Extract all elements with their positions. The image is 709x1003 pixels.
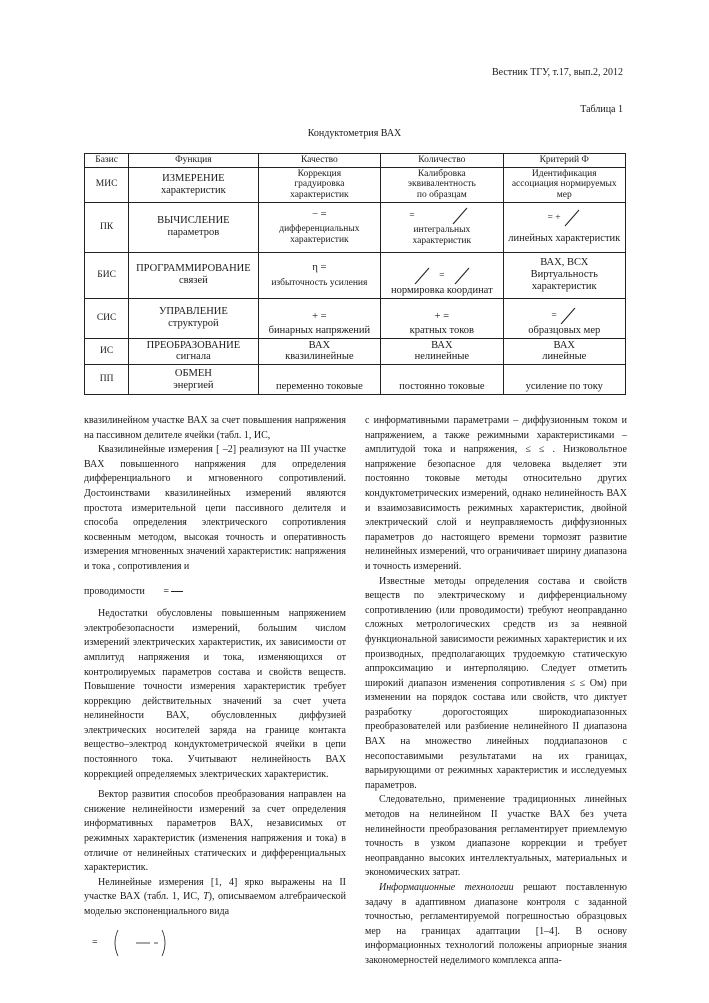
table-row — [85, 338, 626, 365]
row-basis: МИС — [85, 167, 129, 202]
left-paragraph-4: Вектор развития способов преобразования направлен на снижение нелинейности измерений за счет определения информативных параметров ВАХ, независимых от режимных характеристик (изменения напряжения и тока) в отличие от нелинейных статических и дифференциальных характеристик. — [84, 789, 346, 874]
table-row — [85, 365, 626, 395]
row-criterion: = + линейных характеристик — [503, 202, 626, 252]
row-basis: СИС — [85, 298, 129, 338]
row-quality: η = избыточность усиления — [258, 252, 381, 298]
header-quality: Качество — [258, 154, 381, 168]
row-quantity: + = кратных токов — [381, 298, 503, 338]
row-quality: + = бинарных напряжений — [258, 298, 381, 338]
row-quantity: = интегральных характеристик — [381, 202, 503, 252]
row-quality: Коррекция градуировка характеристик — [258, 167, 381, 202]
left-paragraph-1: квазилинейном участке ВАХ за счет повышения напряжения на пассивном делителе ячейки (табл. 1, ИС, — [84, 415, 346, 441]
table-number: Таблица 1 — [580, 104, 623, 115]
table-row — [85, 298, 626, 338]
row-basis: ПП — [85, 365, 129, 395]
row-quantity: постоянно токовые — [381, 365, 503, 395]
linear-slash-icon — [563, 209, 581, 227]
integral-slash-icon — [451, 207, 469, 225]
right-paragraph-3: Следовательно, применение традиционных линейных методов на нелинейном II участке ВАХ без учета нелинейности преобразования регламентирует приемлемую точность в узком диапазоне коррекции и требует неоправданно высоких интеллектуальных, материальных и экономических затрат. — [365, 794, 627, 879]
row-function: ПРОГРАММИРОВАНИЕ связей — [129, 252, 258, 298]
row-quality: − = дифференциальных характеристик — [258, 202, 381, 252]
row-function: ИЗМЕРЕНИЕ характеристик — [129, 167, 258, 202]
header-quantity: Количество — [381, 154, 503, 168]
row-criterion: ВАХ, ВСХ Виртуальность характеристик — [503, 252, 626, 298]
table-row — [85, 167, 626, 202]
row-criterion: Идентификация ассоциация нормируемых мер — [503, 167, 626, 202]
right-column — [365, 414, 627, 969]
row-quantity: Калибровка эквивалентность по образцам — [381, 167, 503, 202]
row-criterion: = образцовых мер — [503, 298, 626, 338]
header-criterion: Критерий Ф — [503, 154, 626, 168]
row-function: ПРЕОБРАЗОВАНИЕ сигнала — [129, 338, 258, 365]
row-basis: ИС — [85, 338, 129, 365]
row-function: ОБМЕН энергией — [129, 365, 258, 395]
row-function: УПРАВЛЕНИЕ структурой — [129, 298, 258, 338]
header-basis: Базис — [85, 154, 129, 168]
table-header-row — [85, 154, 626, 168]
left-paragraph-5: Нелинейные измерения [1, 4] ярко выражены на II участке ВАХ (табл. 1, ИС, T), описываемом алгебраической моделью экспоненциального вида — [84, 876, 347, 917]
right-paragraph-1: с информативными параметрами – диффузионным током и напряжением, а также режимными характеристиками – амплитудой тока и напряжения, ≤ ≤ . Низковольтное напряжение безопасное для человека выделяет эти постоянно токовые методы относительно других кондуктометрических измерений, однако нелинейность ВАХ и взаимозависимость режимных характеристик, двойной электрический слой и неуправляемость диффузионных параметров до настоящего времени тормозят развитие нелинейных измерений, что ограничивает ширину диапазона и точность измерений. — [365, 415, 627, 572]
coord-slash-icon — [453, 267, 471, 285]
row-quality: ВАХ квазилинейные — [258, 338, 381, 365]
header-function: Функция — [129, 154, 258, 168]
row-function: ВЫЧИСЛЕНИЕ параметров — [129, 202, 258, 252]
right-paragraph-2: Известные методы определения состава и свойств веществ по электрическому и дифференциальному сопротивлению (или проводимости) требуют неоправданно сложных метрологических средств из за неявной функциональной зависимости режимных характеристик и их производных, предполагающих трудоемкую статическую аппроксимацию и интерполяцию. Следует отметить широкий диапазон изменения сопротивления ≤ ≤ Ом) при изменении на порядок состава или свойств, что диктует разработку дорогостоящих широкодиапазонных преобразователей или разбиение нелинейного II диапазона ВАХ на множество линейных поддиапазонов с несопоставимыми результатами на их границах, варьирующими от режимных характеристик и исследуемых параметров. — [365, 575, 627, 791]
left-paragraph-3: Недостатки обусловлены повышенным напряжением электробезопасности измерений, большим числом измерений электрических характеристик, их зависимости от амплитуд напряжения и тока, изменяющихся от контролируемых параметров состава и свойств веществ. Повышение точности измерения характеристик требует коррекцию действительных значений за счет учета нелинейности ВАХ, обусловленных диффузией электрических носителей заряда на границе контакта вещество–электрод кондуктометрической ячейки в цепи постоянного тока. Учитывают нелинейность ВАХ коррекцией определяемых электрических характеристик. — [84, 608, 346, 780]
row-basis: БИС — [85, 252, 129, 298]
row-quantity: = нормировка координат — [381, 252, 503, 298]
right-paragraph-4: Информационные технологии решают поставленную задачу в адаптивном диапазоне контроля с заданной точностью, регламентируемой погрешностью образцовых мер на границах адаптации [1–4]. В основу информационных технологий положены априорные знания закономерностей неделимого комплекса аппа- — [365, 882, 627, 966]
conductometry-table — [84, 153, 626, 395]
table-row — [85, 252, 626, 298]
row-quantity: ВАХ нелинейные — [381, 338, 503, 365]
coord-slash-icon — [413, 267, 431, 285]
table-title: Кондуктометрия ВАХ — [307, 128, 402, 139]
row-criterion: усиление по току — [503, 365, 626, 395]
row-basis: ПК — [85, 202, 129, 252]
row-criterion: ВАХ линейные — [503, 338, 626, 365]
table-row — [85, 202, 626, 252]
left-column — [84, 414, 346, 958]
left-paragraph-2: Квазилинейные измерения [ –2] реализуют на III участке ВАХ повышенного напряжения для определения дифференциального и мгновенного сопротивлений. Достоинствами квазилинейных измерений являются простота измерительной цепи пассивного делителя и способа определения электрического сопротивления косвенным методом, высокая точность и оперативность измерения мгновенных значений характеристик: напряжения и тока , сопротивления и — [84, 444, 346, 572]
left-paragraph-2-end: проводимости = — [84, 585, 346, 600]
exponential-formula: = — [84, 928, 346, 958]
journal-header: Вестник ТГУ, т.17, вып.2, 2012 — [492, 67, 623, 78]
row-quality: переменно токовые — [258, 365, 381, 395]
standard-slash-icon — [559, 307, 577, 325]
